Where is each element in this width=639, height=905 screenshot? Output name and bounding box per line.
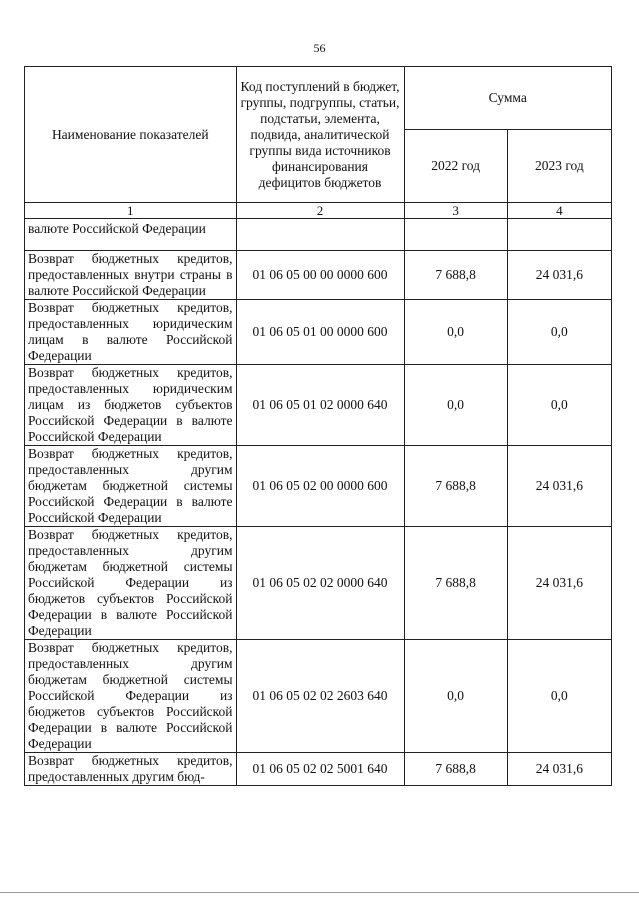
column-number-row (25, 203, 612, 219)
table-row (25, 640, 612, 753)
table-row (25, 527, 612, 640)
row-value-2023: 0,0 (507, 300, 611, 365)
row-name: валюте Российской Федерации (25, 219, 237, 251)
table-row (25, 300, 612, 365)
row-value-2022: 7 688,8 (404, 527, 507, 640)
row-value-2023 (507, 219, 611, 251)
header-year-2022: 2022 год (404, 130, 507, 203)
table-row (25, 753, 612, 786)
row-value-2022: 0,0 (404, 640, 507, 753)
row-name: Возврат бюджетных кредитов, предоставленных другим бюджетам бюджетной системы Российской Федерации из бюджетов субъектов Российской Федерации в валюте Российской Федерации (25, 640, 237, 753)
table-row (25, 219, 612, 251)
row-value-2022: 7 688,8 (404, 446, 507, 527)
row-code (236, 219, 404, 251)
row-name: Возврат бюджетных кредитов, предоставленных юридическим лицам из бюджетов субъектов Российской Федерации в валюте Российской Федерации (25, 365, 237, 446)
row-value-2022: 0,0 (404, 365, 507, 446)
row-code: 01 06 05 01 02 0000 640 (236, 365, 404, 446)
row-value-2023: 24 031,6 (507, 251, 611, 300)
row-value-2023: 0,0 (507, 365, 611, 446)
row-value-2022: 0,0 (404, 300, 507, 365)
row-value-2023: 24 031,6 (507, 446, 611, 527)
table-row (25, 446, 612, 527)
header-sum: Сумма (404, 67, 612, 130)
table-row (25, 251, 612, 300)
row-value-2022 (404, 219, 507, 251)
row-value-2023: 0,0 (507, 640, 611, 753)
column-number: 4 (507, 203, 611, 219)
row-code: 01 06 05 02 00 0000 600 (236, 446, 404, 527)
header-name: Наименование показателей (25, 67, 237, 203)
row-name: Возврат бюджетных кредитов, предоставленных другим бюджетам бюджетной системы Российской Федерации из бюджетов субъектов Российской Федерации в валюте Российской Федерации (25, 527, 237, 640)
row-code: 01 06 05 02 02 5001 640 (236, 753, 404, 786)
row-name: Возврат бюджетных кредитов, предоставленных внутри страны в валюте Российской Федерации (25, 251, 237, 300)
table-row (25, 365, 612, 446)
row-value-2023: 24 031,6 (507, 527, 611, 640)
row-code: 01 06 05 00 00 0000 600 (236, 251, 404, 300)
page-number: 56 (313, 41, 326, 55)
header-code: Код поступлений в бюджет, группы, подгруппы, статьи, подстатьи, элемента, подвида, аналитической группы вида источников финансирования дефицитов бюджетов (236, 67, 404, 203)
budget-sources-table (24, 66, 612, 786)
row-code: 01 06 05 02 02 2603 640 (236, 640, 404, 753)
page-bottom-rule (0, 892, 639, 893)
row-code: 01 06 05 01 00 0000 600 (236, 300, 404, 365)
row-name: Возврат бюджетных кредитов, предоставленных другим бюджетам бюджетной системы Российской Федерации в валюте Российской Федерации (25, 446, 237, 527)
column-number: 1 (25, 203, 237, 219)
row-value-2022: 7 688,8 (404, 753, 507, 786)
row-value-2023: 24 031,6 (507, 753, 611, 786)
column-number: 2 (236, 203, 404, 219)
row-name: Возврат бюджетных кредитов, предоставленных юридическим лицам в валюте Российской Федерации (25, 300, 237, 365)
row-code: 01 06 05 02 02 0000 640 (236, 527, 404, 640)
header-year-2023: 2023 год (507, 130, 611, 203)
row-name: Возврат бюджетных кредитов, предоставленных другим бюд- (25, 753, 237, 786)
row-value-2022: 7 688,8 (404, 251, 507, 300)
column-number: 3 (404, 203, 507, 219)
